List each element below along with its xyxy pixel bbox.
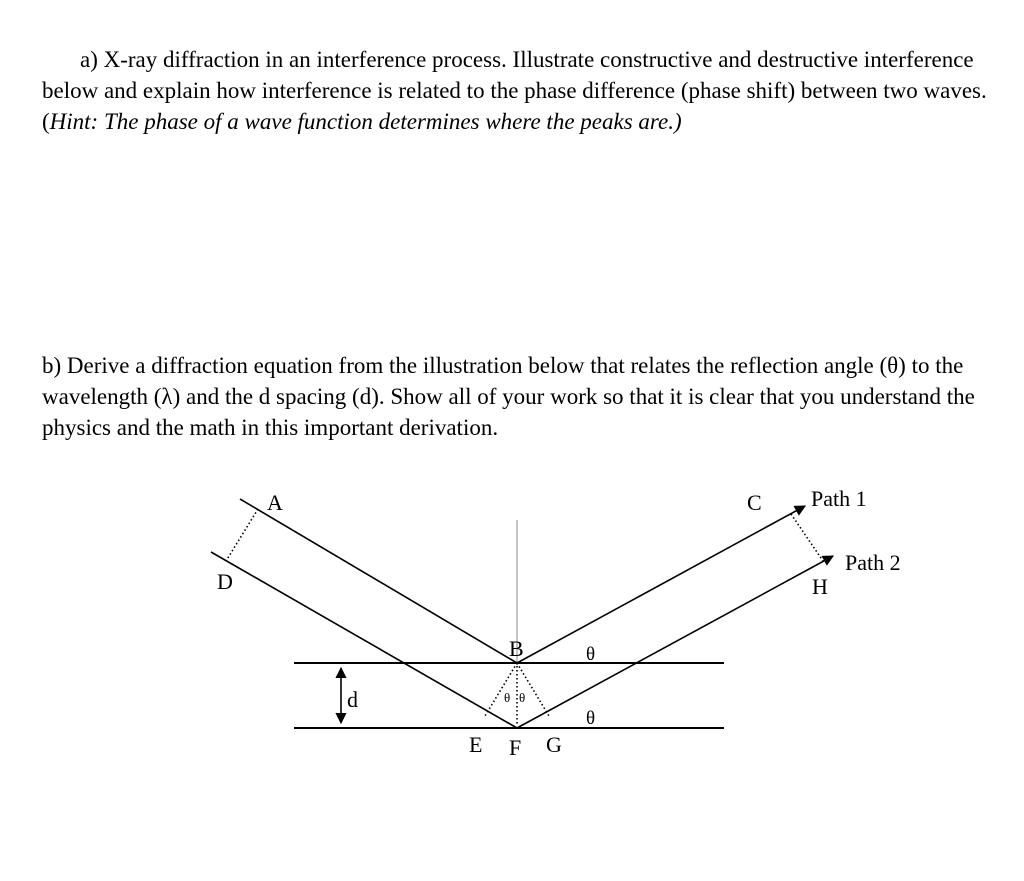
label-h: H [812,574,828,599]
label-theta-left-inner: θ [504,690,511,705]
path-1-incident-ray [240,499,517,663]
question-a-label: a) [80,47,98,72]
reflected-wavefront-dotted [791,514,823,561]
label-theta-lower: θ [586,708,596,729]
path-2-incident-ray [211,552,517,728]
dotted-perpendicular-be [485,663,517,716]
label-g: G [546,732,562,757]
label-c: C [747,490,762,515]
label-d-point: D [217,569,233,594]
label-d-spacing: d [347,687,358,712]
path-1-reflected-ray [517,506,805,663]
label-theta-right-inner: θ [519,690,526,705]
question-b-label: b) [42,353,62,378]
label-theta-upper: θ [586,644,596,665]
label-a: A [267,490,283,515]
question-a-text: X-ray diffraction in an interference process. Illustrate constructive and destructive interference below and explain how interference is related to the phase difference (phase shift) between two waves. ( [42,47,987,134]
question-a-hint: Hint: The phase of a wave function determines where the peaks are.) [49,109,682,134]
label-e: E [469,732,483,757]
path-2-reflected-ray [517,556,833,728]
label-path-2: Path 2 [845,550,901,575]
label-b: B [509,636,524,661]
label-path-1: Path 1 [811,486,867,511]
incident-wavefront-dotted [226,509,258,561]
label-f: F [509,735,522,760]
question-b-text: Derive a diffraction equation from the illustration below that relates the reflection angle (θ) to the wavelength (λ) and the d spacing (d). Show all of your work so that it is clear that you understand the physics and the math in this important derivation. [42,353,975,440]
